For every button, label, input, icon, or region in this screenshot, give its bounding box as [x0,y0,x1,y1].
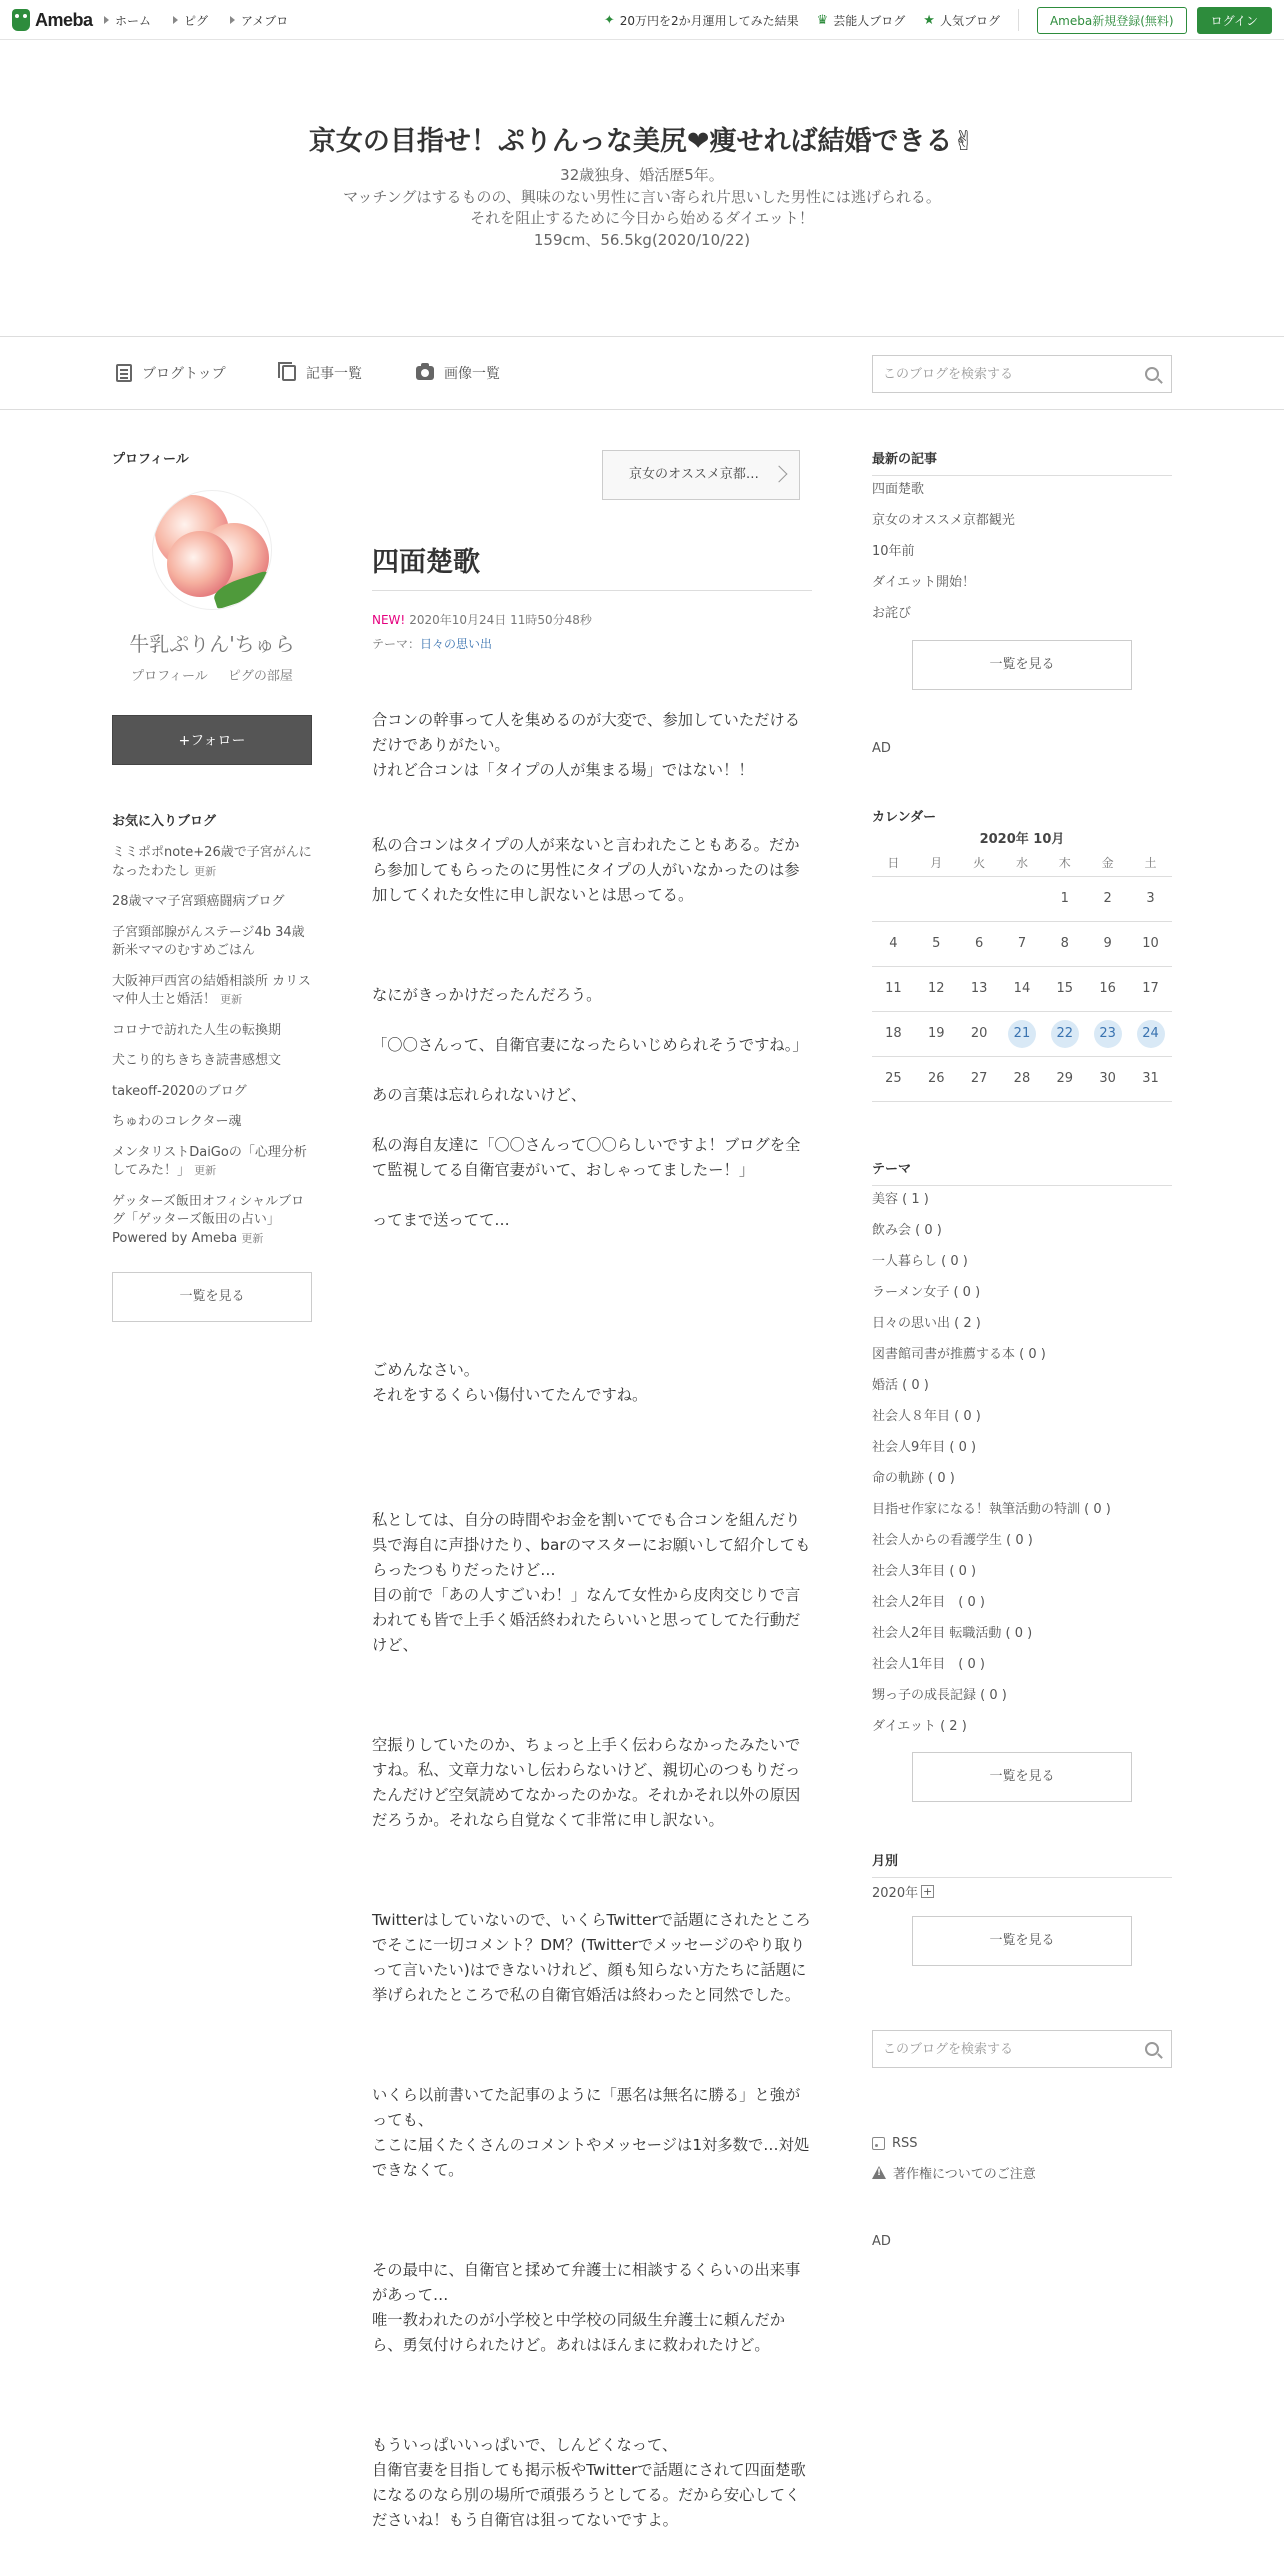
nav-entry-list[interactable] [282,363,362,383]
caret-right-icon [230,16,235,24]
calendar-day: 7 [1001,921,1044,966]
favorite-blog-title: 大阪神戸西宮の結婚相談所 カリスマ仲人士と婚活！ [112,973,311,1007]
crown-icon: ♛ [816,12,829,28]
calendar-day: 15 [1043,966,1086,1011]
favorite-blog-item[interactable] [112,844,312,881]
calendar-day: 1 [1043,876,1086,921]
calendar-day: 5 [915,921,958,966]
register-button[interactable]: Ameba新規登録(無料) [1037,7,1187,34]
recent-heading: 最新の記事 [872,448,1172,476]
calendar-day: 17 [1129,966,1172,1011]
calendar-weekday: 木 [1043,850,1086,876]
favorite-blog-item[interactable] [112,1144,312,1181]
favorite-blog-title: 犬こり的ちきちき読書感想文 [112,1053,282,1068]
calendar-day: 4 [872,921,915,966]
theme-link[interactable]: ラーメン女子 ( 0 ) [872,1285,981,1300]
calendar-day: 10 [1129,921,1172,966]
caret-right-icon [104,16,109,24]
recent-entry-link[interactable]: 10年前 [872,544,915,559]
calendar-empty-cell [1001,876,1044,921]
calendar-day-link[interactable]: 24 [1137,1020,1165,1048]
favorite-blog-title: コロナで訪れた人生の転換期 [112,1022,282,1038]
nav-ameblo[interactable] [230,12,288,29]
calendar-day: 28 [1001,1056,1044,1101]
calendar-weekday: 土 [1129,850,1172,876]
theme-link[interactable]: 社会人9年目 ( 0 ) [872,1440,977,1455]
warning-icon [872,2166,886,2179]
favorite-blog-item[interactable] [112,924,312,961]
theme-link[interactable]: 社会人８年目 ( 0 ) [872,1409,981,1424]
theme-link[interactable]: 社会人2年目 ( 0 ) [872,1595,985,1610]
nav-entry-list-label: 記事一覧 [306,366,362,382]
divider [1018,9,1019,31]
monthly-year-label[interactable]: 2020年 [872,1886,919,1901]
calendar-day: 26 [915,1056,958,1101]
celeb-blog-label: 芸能人ブログ [833,13,906,28]
nav-pig[interactable] [173,12,208,29]
login-button[interactable]: ログイン [1197,7,1272,34]
calendar-day: 18 [872,1011,915,1056]
calendar-week-row [872,921,1172,966]
entry-body [372,708,812,2533]
nav-blog-top[interactable] [116,363,226,383]
favorite-blog-item[interactable] [112,1022,312,1041]
calendar-day: 6 [958,921,1001,966]
sparkle-icon: ✦ [603,12,615,28]
calendar-month: 2020年 10月 [979,832,1065,847]
recent-entry-link[interactable]: お詫び [872,606,912,621]
updated-badge: 更新 [194,1164,217,1177]
theme-link[interactable]: 社会人1年目 ( 0 ) [872,1657,985,1672]
calendar-day [1043,1011,1086,1056]
entry-paragraph: あの言葉は忘れられないけど、 [372,1086,587,1104]
theme-link[interactable]: 一人暮らし ( 0 ) [872,1254,968,1269]
entry-paragraph: なにがきっかけだったんだろう。 [372,986,602,1004]
calendar-weekday: 火 [958,850,1001,876]
entry-paragraph: その最中に、自衛官と揉めて弁護士に相談するくらいの出来事があって… 唯一教われたのが小学校と中学校の同級生弁護士に頼んだから、勇気付けられたけど。あれはほんまに救われたけど。 [372,2261,801,2354]
calendar-day-link[interactable]: 22 [1051,1020,1079,1048]
calendar-day: 14 [1001,966,1044,1011]
calendar-day: 13 [958,966,1001,1011]
calendar-heading: カレンダー [872,810,937,825]
favorite-blog-title: 子宮頸部腺がんステージ4b 34歳新米ママのむすめごはん [112,924,305,958]
follow-button[interactable]: +フォロー [112,715,312,765]
calendar-day-link[interactable]: 23 [1094,1020,1122,1048]
calendar-day-link[interactable]: 21 [1008,1020,1036,1048]
theme-link[interactable]: 目指せ作家になる！執筆活動の特訓 ( 0 ) [872,1502,1111,1517]
pig-room-link[interactable]: ピグの部屋 [227,669,293,684]
blog-header [0,41,1284,336]
themes-heading: テーマ [872,1158,1172,1186]
calendar-weekday: 金 [1086,850,1129,876]
entry-title[interactable]: 四面楚歌 [372,547,480,578]
theme-link[interactable]: 日々の思い出 ( 2 ) [872,1316,981,1331]
favorite-blog-item[interactable] [112,1113,312,1132]
calendar-weekday: 月 [915,850,958,876]
themes-more-button[interactable]: 一覧を見る [912,1752,1132,1802]
search-icon[interactable] [1145,2042,1159,2056]
calendar-day: 2 [1086,876,1129,921]
header-right [604,0,1272,40]
rss-link[interactable] [872,2136,918,2151]
favorite-blog-item[interactable] [112,893,312,912]
themes-list [872,1190,1111,1748]
celeb-blog-link[interactable] [817,12,906,29]
blog-description-line: それを阻止するために今日から始めるダイエット！ [470,209,814,227]
calendar-day: 8 [1043,921,1086,966]
calendar-day [1086,1011,1129,1056]
favorites-list [112,844,312,1260]
calendar-day: 9 [1086,921,1129,966]
calendar-week-row [872,1011,1172,1056]
nav-pig-label: ピグ [184,13,209,28]
theme-label: テーマ： [372,637,421,651]
promo-link[interactable] [604,12,799,29]
calendar-day: 27 [958,1056,1001,1101]
favorites-heading: お気に入りブログ [112,814,217,829]
blog-title[interactable]: 京女の目指せ！ぷりんっな美尻❤︎痩せれば結婚できる✌︎ [308,126,976,157]
favorite-blog-item[interactable] [112,1083,312,1102]
recent-more-button[interactable]: 一覧を見る [912,640,1132,690]
recent-entry-link[interactable]: 京女のオススメ京都観光 [872,513,1015,528]
calendar-day: 25 [872,1056,915,1101]
profile-heading: プロフィール [112,452,189,467]
favorite-blog-title: メンタリストDaiGoの「心理分析してみた！」 [112,1144,307,1178]
calendar-day: 3 [1129,876,1172,921]
next-entry-button[interactable]: 京女のオススメ京都… [602,450,800,500]
blog-description-line: マッチングはするものの、興味のない男性に言い寄られ片思いした男性には逃げられる。 [343,187,941,206]
blog-search-input[interactable] [873,356,1113,392]
popular-blog-link[interactable] [923,12,1000,29]
theme-link[interactable]: 図書館司書が推薦する本 ( 0 ) [872,1347,1046,1362]
popular-blog-label: 人気ブログ [939,13,1000,28]
recent-entry-link[interactable]: ダイエット開始！ [872,575,975,590]
theme-link[interactable]: ダイエット ( 2 ) [872,1719,967,1734]
profile-link[interactable]: プロフィール [131,669,208,684]
calendar-empty-cell [958,876,1001,921]
profile-name[interactable]: 牛乳ぷりん'ちゅら [129,632,295,656]
calendar-day: 16 [1086,966,1129,1011]
entry-date: 2020年10月24日 11時50分48秒 [409,613,592,627]
favorite-blog-title: ミミポポnote+26歳で子宮がんになったわたし [112,845,312,879]
promo-link-label: 20万円を2か月運用してみた結果 [619,13,799,28]
calendar-day: 20 [958,1011,1001,1056]
blog-description-line: 159cm、56.5kg(2020/10/22) [533,230,751,249]
calendar-day: 19 [915,1011,958,1056]
copyright-notice-link[interactable] [872,2163,1036,2182]
documents-icon [282,365,296,381]
expand-icon[interactable]: + [922,1885,933,1898]
theme-link[interactable]: 社会人からの看護学生 ( 0 ) [872,1533,1033,1548]
caret-right-icon [173,16,178,24]
theme-link[interactable]: 美容 ( 1 ) [872,1192,929,1207]
calendar-empty-cell [872,876,915,921]
favorite-blog-title: takeoff-2020のブログ [112,1083,247,1099]
entry-paragraph: ごめんなさい。 それをするくらい傷付いてたんですね。 [372,1361,648,1404]
blog-description [0,165,1284,251]
global-header [0,0,1284,40]
calendar-weekday: 日 [872,850,915,876]
rss-label: RSS [892,2136,918,2151]
nav-ameblo-label: アメブロ [241,13,289,28]
calendar-day: 31 [1129,1056,1172,1101]
entry-meta [372,611,592,628]
ameba-logo-text: Ameba [35,9,93,30]
entry-paragraph: 合コンの幹事って人を集めるのが大変で、参加していただけるだけでありがたい。 けれど合コンは「タイプの人が集まる場」ではない！！ [372,711,801,779]
updated-badge: 更新 [241,1231,264,1245]
entry-paragraph: 「〇〇さんって、自衛官妻になったらいじめられそうですね。」 [372,1036,808,1054]
calendar-day: 12 [915,966,958,1011]
entry-paragraph: もういっぱいいっぱいで、しんどくなって、 自衛官妻を目指しても掲示板やTwitterで話題にされて四面楚歌になるのなら別の場所で頑張ろうとしてる。だから安心してくださいね！もう自衛官は狙ってないですよ。 [372,2436,806,2529]
entry-paragraph: Twitterはしていないので、いくらTwitterで話題にされたところでそこに一切コメント？DM？(Twitterでメッセージのやり取りって言いたい)はできないけれど、顔も知らない方たちに話題に挙げられたところで私の自衛官婚活は終わったと同然でした。 [372,1911,811,2004]
avatar[interactable] [152,490,272,610]
entry-theme [372,635,492,652]
entry-paragraph: 私の海自友達に「〇〇さんって〇〇らしいですよ！ブログを全て監視してる自衛官妻がいて、おしゃってましたー！」 [372,1136,801,1179]
calendar-day: 11 [872,966,915,1011]
copyright-notice-label: 著作権についてのご注意 [893,2167,1036,2182]
ad-label: AD [872,2234,891,2249]
rss-icon [872,2137,885,2150]
monthly-heading: 月別 [872,1850,1172,1878]
favorites-more-button[interactable]: 一覧を見る [112,1272,312,1322]
entry-paragraph: 空振りしていたのか、ちょっと上手く伝わらなかったみたいですね。私、文章力ないし伝わらないけど、親切心のつもりだったんだけど空気読めてなかったのかな。それかそれ以外の原因だろうか。それなら自覚なくて非常に申し訳ない。 [372,1736,801,1829]
blog-description-line: 32歳独身、婚活歴5年。 [560,166,724,184]
calendar-day [1129,1011,1172,1056]
camera-icon [416,366,434,380]
theme-link[interactable]: 甥っ子の成長記録 ( 0 ) [872,1688,1007,1703]
theme-link[interactable]: 婚活 ( 0 ) [872,1378,929,1393]
theme-link[interactable]: 日々の思い出 [420,637,493,651]
monthly-year [872,1882,934,1901]
entry-paragraph: 私としては、自分の時間やお金を割いてでも合コンを組んだり呉で海自に声掛けたり、barのマスターにお願いして紹介してもらったつもりだったけど… 目の前で「あの人すごいわ！」なんて女性から皮肉交じりで言われても皆で上手く婚活終われたらいいと思ってしてた行動だけど、 [372,1511,811,1654]
favorite-blog-title: 28歳ママ子宮頸癌闘病ブログ [112,894,285,909]
entry-paragraph: 私の合コンはタイプの人が来ないと言われたこともある。だから参加してもらったのに男性にタイプの人がいなかったのは参加してくれた女性に申し訳ないとは思ってる。 [372,836,800,904]
blog-search [872,355,1172,393]
entry-paragraph: ってまで送ってて… [372,1211,510,1229]
favorite-blog-item[interactable] [112,1193,312,1249]
updated-badge: 更新 [220,993,243,1006]
calendar-week-row [872,966,1172,1011]
nav-home[interactable] [104,12,151,29]
monthly-more-button[interactable]: 一覧を見る [912,1916,1132,1966]
favorite-blog-title: ゲッターズ飯田オフィシャルブログ「ゲッターズ飯田の占い」Powered by Ameba [112,1193,305,1246]
profile-links [112,665,312,684]
nav-image-list[interactable] [416,363,500,383]
calendar-week-row [872,1056,1172,1101]
favorite-blog-item[interactable] [112,1052,312,1071]
theme-link[interactable]: 命の軌跡 ( 0 ) [872,1471,955,1486]
calendar-day: 29 [1043,1056,1086,1101]
sidebar-search-input[interactable] [873,2031,1113,2067]
nav-home-label: ホーム [115,13,152,28]
search-icon[interactable] [1145,367,1159,381]
sidebar-search [872,2030,1172,2068]
global-nav [104,0,288,40]
nav-blog-top-label: ブログトップ [142,366,226,382]
entry-paragraph: いくら以前書いてた記事のように「悪名は無名に勝る」と強がっても、 ここに届くたくさんのコメントやメッセージは1対多数で…対処できなくて。 [372,2086,810,2179]
new-badge: NEW! [372,613,406,627]
favorite-blog-item[interactable] [112,973,312,1010]
calendar-day [1001,1011,1044,1056]
blog-nav [0,336,1284,410]
calendar-day: 30 [1086,1056,1129,1101]
theme-link[interactable]: 社会人2年目 転職活動 ( 0 ) [872,1626,1033,1641]
favorite-blog-title: ちゅわのコレクター魂 [112,1114,242,1129]
theme-link[interactable]: 飲み会 ( 0 ) [872,1223,942,1238]
calendar-week-row [872,876,1172,921]
star-icon: ★ [923,12,935,28]
calendar-weekday: 水 [1001,850,1044,876]
divider [372,590,812,591]
calendar-empty-cell [915,876,958,921]
updated-badge: 更新 [194,864,217,878]
calendar-table [872,850,1172,1102]
theme-link[interactable]: 社会人3年目 ( 0 ) [872,1564,977,1579]
recent-list [872,480,1015,635]
ameba-logo[interactable] [12,8,93,32]
ad-label: AD [872,741,891,756]
ameba-logo-icon [12,9,30,31]
document-icon [116,364,132,382]
calendar-weekday-row [872,850,1172,876]
nav-image-list-label: 画像一覧 [444,366,500,382]
recent-entry-link[interactable]: 四面楚歌 [872,482,925,497]
